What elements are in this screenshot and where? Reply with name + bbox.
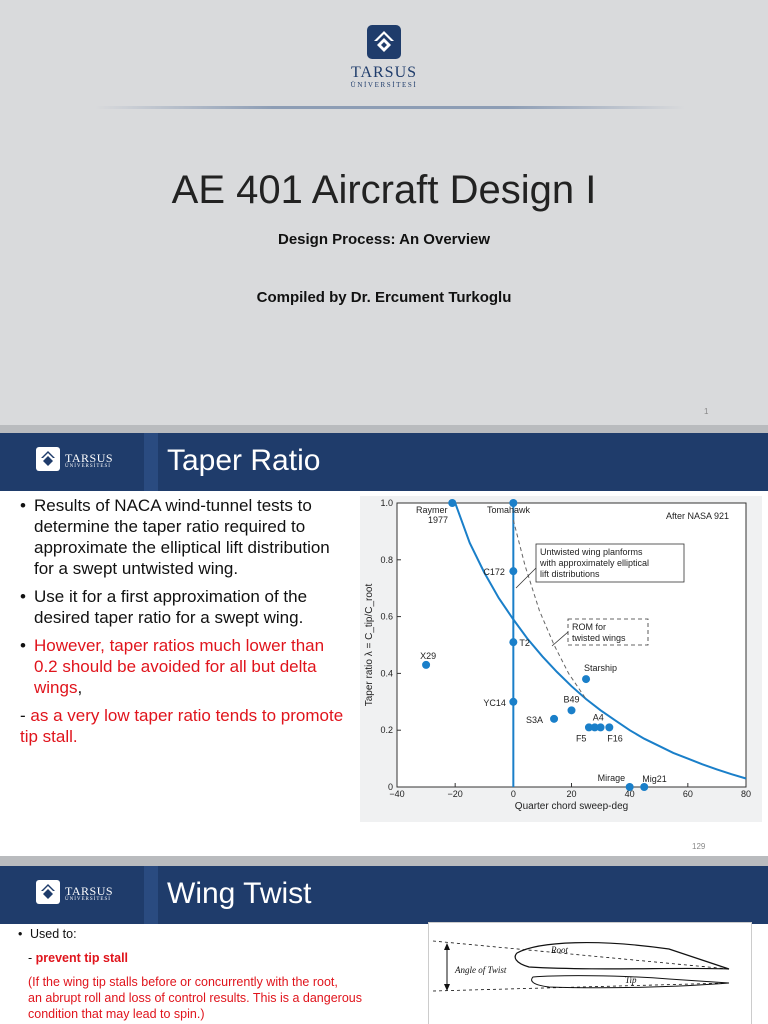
x-tick-label: 80	[740, 789, 752, 799]
university-logo	[350, 25, 418, 89]
untwisted-note-line: lift distributions	[540, 569, 600, 579]
tomahawk-label: Tomahawk	[487, 505, 531, 515]
y-tick-label: 0.6	[380, 611, 393, 622]
slide-header	[0, 433, 768, 491]
root-label: Root	[551, 945, 568, 955]
root-airfoil	[515, 943, 729, 969]
data-point	[640, 783, 648, 791]
data-point	[509, 567, 517, 575]
bullet-item: • Use it for a first approximation of the desired taper ratio for a swept wing.	[20, 586, 350, 628]
header-separator	[144, 866, 158, 924]
source-note: After NASA 921	[666, 511, 730, 521]
chord-line-tip	[433, 983, 729, 991]
x-tick-label: 40	[624, 789, 635, 799]
point-label: B49	[563, 694, 580, 705]
data-point	[422, 661, 430, 669]
page-number: 129	[692, 842, 706, 851]
raymer-label: Raymer	[416, 505, 448, 515]
y-tick-label: 1.0	[380, 498, 393, 508]
slide-title: Taper Ratio	[167, 444, 321, 477]
logo-subtitle: ÜNİVERSİTESİ	[65, 897, 111, 902]
x-tick-label: 20	[566, 789, 577, 799]
y-tick-label: 0	[387, 782, 393, 792]
point-label: Mig21	[642, 774, 667, 784]
y-tick-label: 0.4	[380, 668, 393, 679]
untwisted-note-line: Untwisted wing planforms	[540, 547, 643, 557]
logo-subtitle: ÜNİVERSİTESİ	[65, 464, 111, 469]
tip-label: Tip	[625, 975, 637, 985]
purpose-text: prevent tip stall	[35, 951, 129, 965]
rom-note-line: ROM for	[572, 622, 607, 632]
logo-subtitle: ÜNİVERSİTESİ	[350, 81, 418, 89]
chart-svg	[360, 496, 762, 822]
point-label: X29	[420, 650, 437, 661]
data-point	[568, 706, 576, 714]
twist-content	[18, 926, 408, 1022]
logo-name: TARSUS	[350, 64, 418, 81]
wing-twist-slide	[0, 866, 768, 1024]
data-point	[582, 675, 590, 683]
title-slide	[0, 0, 768, 425]
explanation-line: (If the wing tip stalls before or concurrently with the root,	[28, 975, 338, 989]
point-label: C172	[483, 567, 505, 578]
y-tick-label: 0.2	[380, 725, 393, 736]
point-label: F5	[575, 733, 587, 744]
rom-note-line: twisted wings	[572, 633, 626, 643]
x-tick-label: 60	[682, 789, 693, 799]
explanation	[28, 974, 408, 1022]
bullet-item	[20, 635, 350, 698]
x-tick-label: −20	[447, 789, 463, 799]
bullet-item: • Results of NACA wind-tunnel tests to determine the taper ratio required to approximate the elliptical lift distribution for a swept untwisted wing.	[20, 495, 350, 579]
slide-header	[0, 866, 768, 924]
logo-name: TARSUS	[65, 884, 114, 898]
y-tick-label: 0.8	[380, 554, 393, 565]
presentation-title: AE 401 Aircraft Design I	[171, 168, 597, 212]
point-label: T2	[519, 638, 530, 649]
title-divider	[95, 106, 685, 109]
bullet-emphasis: However, taper ratios much lower than 0.2 should be avoided for all but delta wings	[34, 636, 325, 697]
dash-prefix: -	[20, 706, 31, 725]
raymer-year-label: 1977	[428, 515, 449, 525]
taper-ratio-chart	[360, 496, 762, 822]
x-tick-label: 0	[510, 789, 516, 799]
point-label: Mirage	[597, 773, 626, 783]
bullet-text: Used to:	[30, 927, 77, 941]
point-label: S3A	[526, 714, 544, 725]
dash-note	[20, 705, 350, 747]
taper-ratio-slide	[0, 433, 768, 856]
point-label: A4	[592, 712, 604, 723]
point-label: F16	[607, 733, 623, 744]
y-axis-label: Taper ratio λ = C_tip/C_root	[364, 583, 375, 707]
bullet-comma: ,	[77, 678, 83, 697]
x-axis-label: Quarter chord sweep-deg	[514, 801, 629, 812]
data-point	[550, 715, 558, 723]
header-logo	[36, 445, 112, 479]
data-point	[448, 499, 456, 507]
data-point	[509, 638, 517, 646]
bullet-item: • Used to:	[18, 927, 77, 941]
university-emblem-icon	[36, 447, 60, 471]
bullet-list	[20, 495, 350, 747]
purpose-prefix: -	[28, 951, 36, 965]
data-point	[585, 723, 593, 731]
university-emblem-icon	[367, 25, 401, 59]
point-label: YC14	[483, 697, 506, 708]
wing-twist-figure	[428, 922, 752, 1024]
university-emblem-icon	[36, 880, 60, 904]
x-tick-label: −40	[389, 789, 405, 799]
logo-name: TARSUS	[65, 451, 114, 465]
angle-label: Angle of Twist	[455, 965, 507, 975]
purpose-item	[28, 950, 408, 966]
explanation-line: an abrupt roll and loss of control results. This is a dangerous	[28, 991, 362, 1005]
presentation-author: Compiled by Dr. Ercument Turkoglu	[256, 289, 512, 306]
data-point	[597, 723, 605, 731]
page-number: 1	[704, 407, 709, 416]
data-point	[605, 723, 613, 731]
point-label: Starship	[584, 663, 618, 674]
slide-title: Wing Twist	[167, 877, 312, 910]
header-logo	[36, 878, 112, 912]
presentation-subtitle: Design Process: An Overview	[277, 231, 491, 248]
untwisted-note-line: with approximately elliptical	[540, 558, 650, 568]
header-separator	[144, 433, 158, 491]
data-point	[509, 698, 517, 706]
explanation-line: condition that may lead to spin.)	[28, 1007, 205, 1021]
dash-emphasis: as a very low taper ratio tends to promote tip stall.	[20, 706, 344, 746]
